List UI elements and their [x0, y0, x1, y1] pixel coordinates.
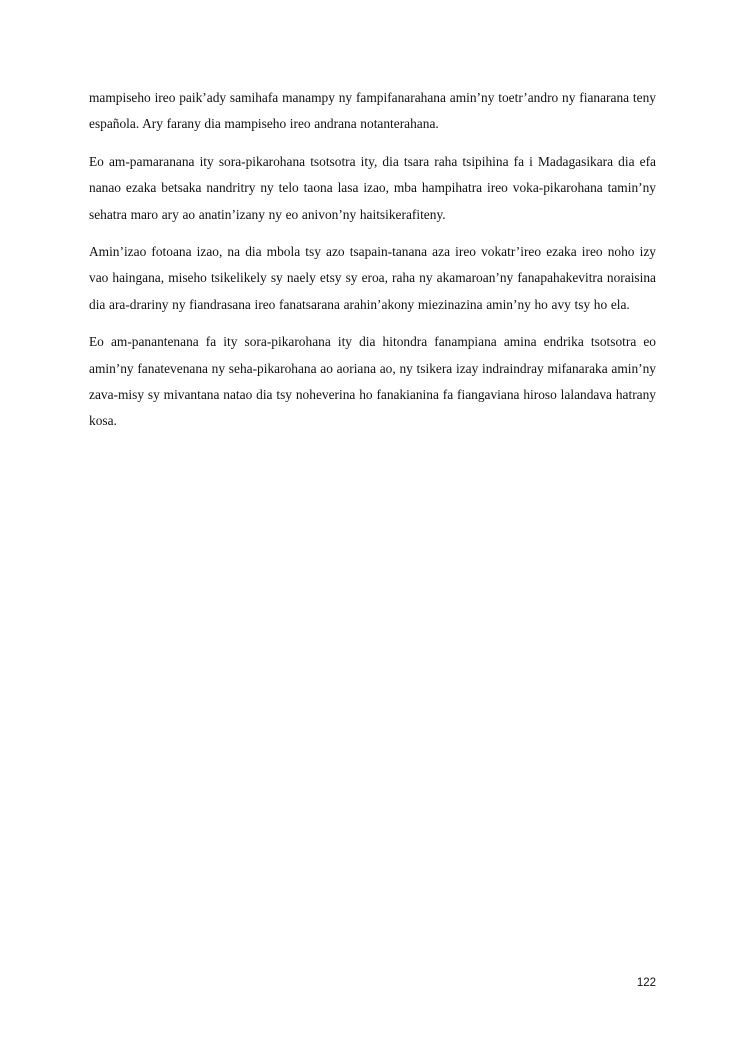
- body-text: [89, 85, 656, 446]
- page-number: 122: [636, 977, 656, 989]
- paragraph-4: Eo am-panantenana fa ity sora-pikarohana ity dia hitondra fanampiana amina endrika tsotsotra eo amin’ny fanatevenana ny seha-pikarohana ao aoriana ao, ny tsikera izay indraindray mifanaraka amin’ny zava-misy sy mivantana natao dia tsy noheverina ho fanakianina fa fiangaviana hiroso lalandava hatrany kosa.: [89, 334, 656, 429]
- paragraph-2: Eo am-pamaranana ity sora-pikarohana tsotsotra ity, dia tsara raha tsipihina fa i Madagasikara dia efa nanao ezaka betsaka nandritry ny telo taona lasa izao, mba hampihatra ireo voka-pikarohana tamin’ny sehatra maro ary ao anatin’izany ny eo anivon’ny haitsikerafiteny.: [89, 153, 656, 222]
- paragraph-1: mampiseho ireo paik’ady samihafa manampy ny fampifanarahana amin’ny toetr’andro ny fianarana teny española. Ary farany dia mampiseho ireo andrana notanterahana.: [89, 90, 656, 132]
- paragraph-3: Amin’izao fotoana izao, na dia mbola tsy azo tsapain-tanana aza ireo vokatr’ireo ezaka ireo noho izy vao haingana, miseho tsikelikely sy naely etsy sy eroa, raha ny akamaroan’ny fanapahakevitra noraisina dia ara-drariny ny fiandrasana ireo fanatsarana arahin’akony miezinazina amin’ny ho avy tsy ho ela.: [89, 244, 656, 312]
